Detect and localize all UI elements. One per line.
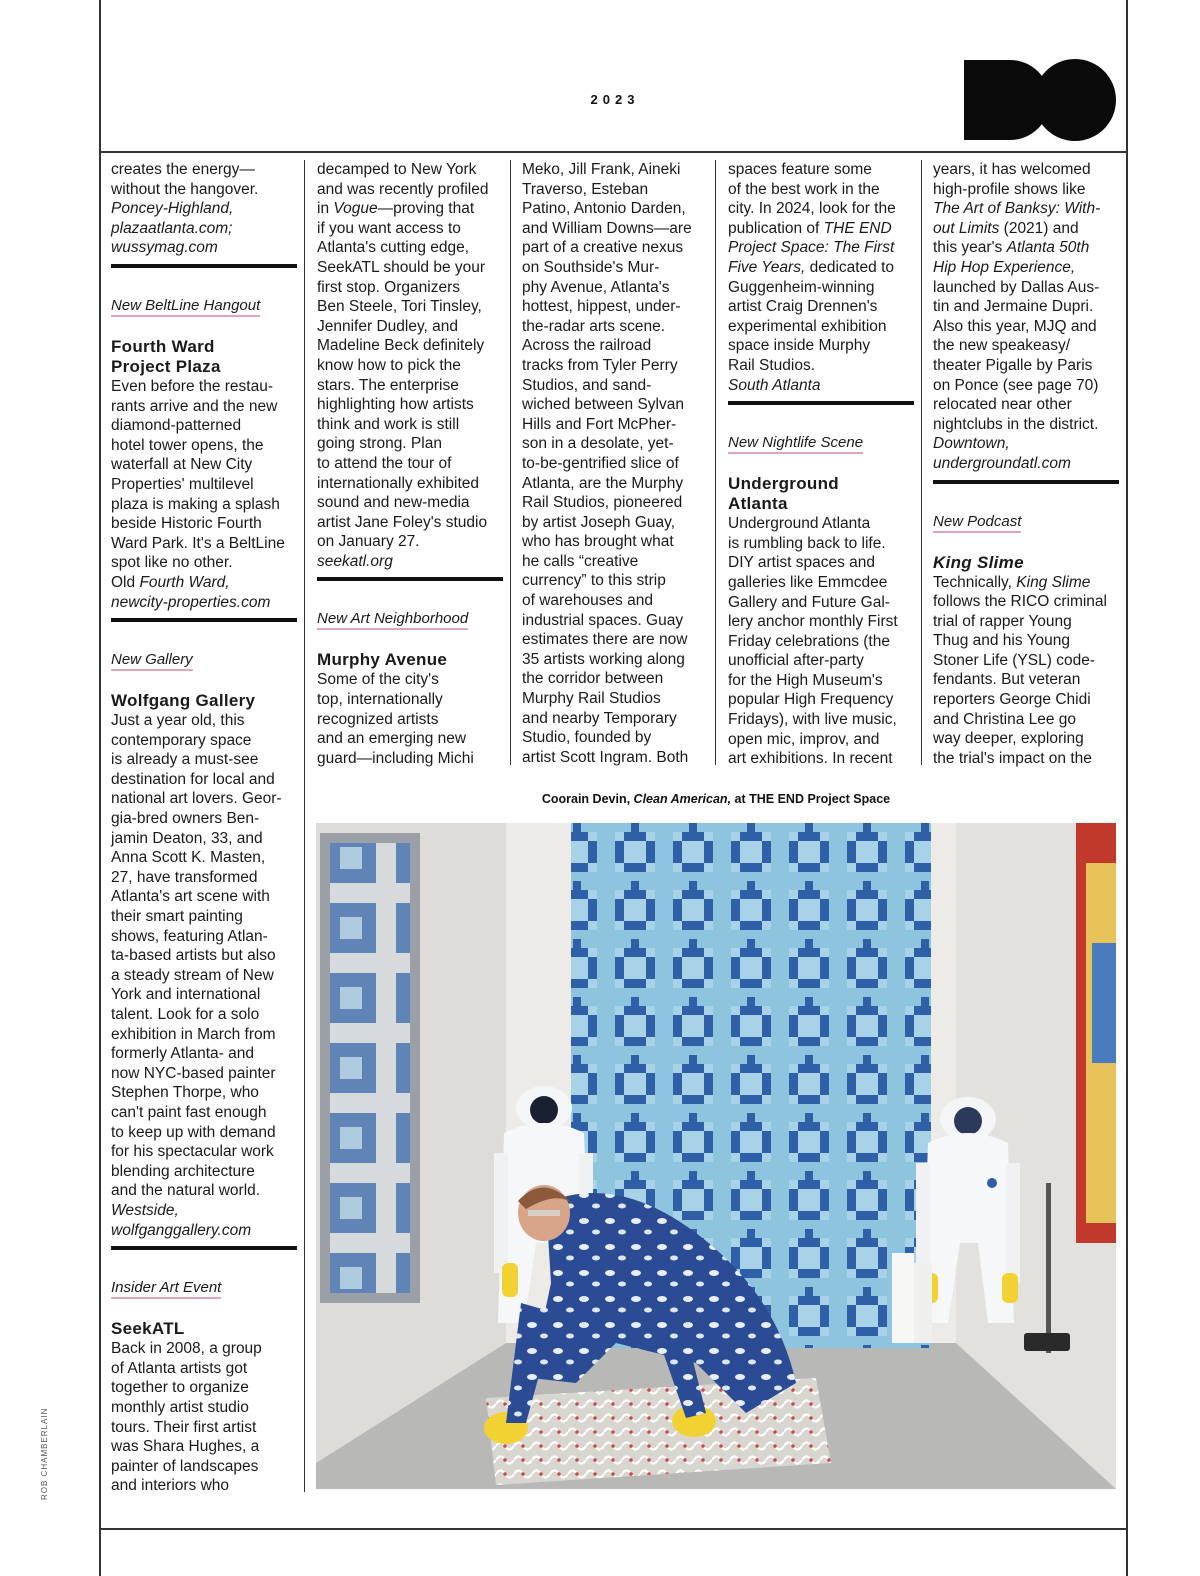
text-line: destination for local and xyxy=(111,770,275,788)
website-link[interactable]: plazaatlanta.com; xyxy=(111,219,233,237)
text-line: trial of rapper Young xyxy=(933,612,1072,630)
text-line: shows, featuring Atlan- xyxy=(111,927,268,945)
text-line: on January 27. xyxy=(317,533,420,551)
photo-caption xyxy=(316,792,1116,806)
text-line: if you want access to xyxy=(317,219,461,237)
text-line: Ward Park. It's a BeltLine xyxy=(111,534,285,552)
text-line: of warehouses and xyxy=(522,592,653,610)
text-line: relocated near other xyxy=(933,396,1072,414)
text-line: is already a must-see xyxy=(111,751,259,769)
text-line: Hills and Fort McPher- xyxy=(522,415,677,433)
text-line: going strong. Plan xyxy=(317,435,442,453)
show-name: out Limits xyxy=(933,219,1000,237)
text-line: tin and Jermaine Dupri. xyxy=(933,298,1094,316)
text-line: Underground Atlanta xyxy=(728,515,871,533)
text-fragment: dedicated to xyxy=(809,258,895,276)
text-line: launched by Dallas Aus- xyxy=(933,278,1100,296)
text-fragment: (2021) and xyxy=(1003,219,1079,237)
text-line: and was recently profiled xyxy=(317,180,489,198)
section-kicker: New Art Neighborhood xyxy=(317,610,468,630)
text-line: without the hangover. xyxy=(111,180,259,198)
column-separator xyxy=(715,160,716,765)
text-line: SeekATL should be your xyxy=(317,258,486,276)
text-line: waterfall at New City xyxy=(111,456,253,474)
text-line: Jennifer Dudley, and xyxy=(317,317,459,335)
text-line: highlighting how artists xyxy=(317,396,474,414)
text-line: Anna Scott K. Masten, xyxy=(111,849,266,867)
section-kicker: New Nightlife Scene xyxy=(728,434,863,454)
show-name: Hip Hop Experience, xyxy=(933,258,1076,276)
section-logo-do xyxy=(962,58,1118,142)
caption-venue: at THE END Project Space xyxy=(734,792,891,806)
text-line: galleries like Emmcdee xyxy=(728,573,888,591)
text-fragment: in xyxy=(317,200,330,218)
text-line: sound and new-media xyxy=(317,494,470,512)
text-line: painter of landscapes xyxy=(111,1457,259,1475)
text-line: rants arrive and the new xyxy=(111,397,278,415)
text-line: their smart painting xyxy=(111,908,243,926)
text-line: and an emerging new xyxy=(317,730,467,748)
text-line: think and work is still xyxy=(317,415,460,433)
text-line: Fridays), with live music, xyxy=(728,711,897,729)
issue-year: 2023 xyxy=(590,92,640,107)
text-line: can't paint fast enough xyxy=(111,1103,267,1121)
text-line: on Ponce (see page 70) xyxy=(933,376,1099,394)
text-line: open mic, improv, and xyxy=(728,730,880,748)
text-line: industrial spaces. Guay xyxy=(522,611,684,629)
text-line: top, internationally xyxy=(317,691,443,709)
section-divider xyxy=(111,618,297,622)
text-line: Across the railroad xyxy=(522,337,652,355)
text-line: years, it has welcomed xyxy=(933,161,1091,178)
section-title: Project Plaza xyxy=(111,356,221,376)
publication-name: Vogue xyxy=(333,200,378,218)
text-line: Atlanta, are the Murphy xyxy=(522,474,684,492)
text-line: high-profile shows like xyxy=(933,180,1086,198)
caption-work-title: Clean American, xyxy=(633,792,732,806)
text-line: Rail Studios. xyxy=(728,356,816,374)
text-line: to-be-gentrified slice of xyxy=(522,454,679,472)
text-line: lery anchor monthly First xyxy=(728,613,898,631)
page-frame-right xyxy=(1126,0,1128,1576)
section-kicker: New Podcast xyxy=(933,513,1021,533)
text-line: plaza is making a splash xyxy=(111,495,280,513)
text-line: beside Historic Fourth xyxy=(111,515,262,533)
text-line: diamond-patterned xyxy=(111,417,242,435)
section-divider xyxy=(111,264,297,268)
text-line: way deeper, exploring xyxy=(933,730,1084,748)
text-line: to attend the tour of xyxy=(317,454,452,472)
broom xyxy=(1046,1183,1051,1353)
article-column-2 xyxy=(317,160,503,768)
text-line: now NYC-based painter xyxy=(111,1064,276,1082)
text-line: fendants. But veteran xyxy=(933,671,1081,689)
article-column-3 xyxy=(522,160,708,767)
text-line: part of a creative nexus xyxy=(522,239,684,257)
text-line: hotel tower opens, the xyxy=(111,436,264,454)
section-title: Wolfgang Gallery xyxy=(111,691,256,711)
text-line: spot like no other. xyxy=(111,554,233,572)
section-divider xyxy=(728,401,914,405)
location-text: Downtown, xyxy=(933,435,1010,453)
text-line: is rumbling back to life. xyxy=(728,534,886,552)
text-line: he calls “creative xyxy=(522,552,639,570)
text-line: tours. Their first artist xyxy=(111,1418,257,1436)
text-line: a steady stream of New xyxy=(111,966,274,984)
text-line: Ben Steele, Tori Tinsley, xyxy=(317,298,482,316)
text-line: Just a year old, this xyxy=(111,712,245,730)
text-line: Some of the city's xyxy=(317,671,439,689)
text-line: follows the RICO criminal xyxy=(933,593,1107,611)
show-name: The Art of Banksy: With- xyxy=(933,200,1101,218)
article-column-5 xyxy=(933,160,1119,768)
location-text: Fourth Ward, xyxy=(139,573,230,591)
footer-rule xyxy=(99,1528,1128,1530)
paper-towel-roll xyxy=(892,1253,914,1343)
text-line: Studio, founded by xyxy=(522,729,652,747)
header-rule xyxy=(99,151,1128,153)
text-line: space inside Murphy xyxy=(728,337,871,355)
section-title: Murphy Avenue xyxy=(317,650,448,670)
column-separator xyxy=(510,160,511,765)
publication-name: Five Years, xyxy=(728,258,806,276)
text-line: on Southside's Mur- xyxy=(522,258,660,276)
text-line: Friday celebrations (the xyxy=(728,632,890,650)
text-line: Atlanta's cutting edge, xyxy=(317,239,470,257)
text-line: formerly Atlanta- and xyxy=(111,1045,255,1063)
text-line: Studios, and sand- xyxy=(522,376,652,394)
text-line: was Shara Hughes, a xyxy=(111,1438,260,1456)
text-line: 35 artists working along xyxy=(522,650,685,668)
text-line: by artist Joseph Guay, xyxy=(522,513,676,531)
text-fragment: this year's xyxy=(933,239,1003,257)
text-line: Patino, Antonio Darden, xyxy=(522,200,686,218)
section-kicker: Insider Art Event xyxy=(111,1279,221,1299)
text-fragment: —proving that xyxy=(377,200,475,218)
text-line: Properties' multilevel xyxy=(111,475,254,493)
text-line: spaces feature some xyxy=(728,161,872,178)
caption-artist: Coorain Devin, xyxy=(541,792,631,806)
text-line: the new speakeasy/ xyxy=(933,337,1071,355)
text-line: York and international xyxy=(111,986,261,1004)
text-line: creates the energy— xyxy=(111,161,255,178)
text-line: decamped to New York xyxy=(317,161,477,178)
text-line: artist Scott Ingram. Both xyxy=(522,748,689,766)
article-column-4 xyxy=(728,160,914,769)
text-line: Meko, Jill Frank, Aineki xyxy=(522,161,681,178)
text-line: Thug and his Young xyxy=(933,632,1071,650)
website-link[interactable]: seekatl.org xyxy=(317,552,393,570)
text-line: Back in 2008, a group xyxy=(111,1340,262,1358)
text-line: and the natural world. xyxy=(111,1182,261,1200)
text-line: 27, have transformed xyxy=(111,868,258,886)
text-line: art exhibitions. In recent xyxy=(728,750,893,768)
text-line: and nearby Temporary xyxy=(522,709,677,727)
text-line: and William Downs—are xyxy=(522,219,692,237)
text-line: Traverso, Esteban xyxy=(522,180,649,198)
text-line: Gallery and Future Gal- xyxy=(728,593,890,611)
text-line: blending architecture xyxy=(111,1162,255,1180)
text-line: artist Jane Foley's studio xyxy=(317,513,488,531)
photo-credit: ROB CHAMBERLAIN xyxy=(40,1407,49,1500)
text-line: Atlanta's art scene with xyxy=(111,888,270,906)
text-line: first stop. Organizers xyxy=(317,278,460,296)
text-line: Murphy Rail Studios xyxy=(522,690,661,708)
text-line: the trial's impact on the xyxy=(933,749,1092,767)
website-link[interactable]: undergroundatl.com xyxy=(933,454,1071,472)
text-line: nightclubs in the district. xyxy=(933,415,1099,433)
text-line: ta-based artists but also xyxy=(111,947,276,965)
section-title: Underground xyxy=(728,474,839,494)
text-line: to keep up with demand xyxy=(111,1123,276,1141)
section-title: SeekATL xyxy=(111,1319,185,1339)
text-line: contemporary space xyxy=(111,731,252,749)
text-line: son in a desolate, yet- xyxy=(522,435,674,453)
publication-name: Project Space: The First xyxy=(728,239,895,257)
text-line: the-radar arts scene. xyxy=(522,317,666,335)
text-line: for the High Museum's xyxy=(728,671,883,689)
section-divider xyxy=(933,480,1119,484)
section-kicker: New Gallery xyxy=(111,651,193,671)
section-title: Atlanta xyxy=(728,494,788,514)
text-line: experimental exhibition xyxy=(728,317,887,335)
location-text: Westside, xyxy=(111,1201,179,1219)
text-fragment: Technically, xyxy=(933,573,1012,591)
text-line: jamin Deaton, 33, and xyxy=(111,829,263,847)
text-line: phy Avenue, Atlanta's xyxy=(522,278,670,296)
column-separator xyxy=(304,160,305,1492)
text-line: who has brought what xyxy=(522,533,674,551)
text-line: know how to pick the xyxy=(317,356,461,374)
text-line: together to organize xyxy=(111,1379,249,1397)
section-title: King Slime xyxy=(933,552,1024,572)
text-line: tracks from Tyler Perry xyxy=(522,356,678,374)
text-line: theater Pigalle by Paris xyxy=(933,356,1093,374)
text-line: Stephen Thorpe, who xyxy=(111,1084,259,1102)
text-line: Rail Studios, pioneered xyxy=(522,494,683,512)
text-line: for his spectacular work xyxy=(111,1143,274,1161)
text-line: Madeline Beck definitely xyxy=(317,337,485,355)
gallery-performance-photo xyxy=(316,823,1116,1489)
text-line: Even before the restau- xyxy=(111,377,273,395)
text-line: talent. Look for a solo xyxy=(111,1006,260,1023)
section-kicker: New BeltLine Hangout xyxy=(111,297,260,317)
text-line: hottest, hippest, under- xyxy=(522,298,681,316)
text-line: popular High Frequency xyxy=(728,691,894,709)
text-line: estimates there are now xyxy=(522,631,688,649)
website-link[interactable]: newcity-properties.com xyxy=(111,593,271,611)
section-divider xyxy=(317,577,503,581)
text-line: Also this year, MJQ and xyxy=(933,317,1097,335)
text-line: the corridor between xyxy=(522,670,664,688)
text-line: artist Craig Drennen's xyxy=(728,298,878,316)
article-column-1 xyxy=(111,160,297,1496)
location-text: Poncey-Highland, xyxy=(111,200,234,218)
text-line: of Atlanta artists got xyxy=(111,1359,248,1377)
location-text: South Atlanta xyxy=(728,376,821,394)
text-line: monthly artist studio xyxy=(111,1398,249,1416)
text-line: recognized artists xyxy=(317,710,439,728)
text-line: exhibition in March from xyxy=(111,1025,276,1043)
website-link[interactable]: wolfganggallery.com xyxy=(111,1221,252,1239)
column-separator xyxy=(921,160,922,765)
text-line: wiched between Sylvan xyxy=(522,396,684,414)
page-frame-left xyxy=(99,0,101,1576)
text-line: city. In 2024, look for the xyxy=(728,200,896,218)
publication-name: THE END xyxy=(823,219,892,237)
text-line: reporters George Chidi xyxy=(933,691,1091,709)
text-line: of the best work in the xyxy=(728,180,880,198)
text-line: and interiors who xyxy=(111,1477,230,1495)
text-line: Stoner Life (YSL) code- xyxy=(933,651,1095,669)
podcast-name: King Slime xyxy=(1016,573,1091,591)
section-title: Fourth Ward xyxy=(111,336,215,356)
text-line: national art lovers. Geor- xyxy=(111,790,282,808)
text-fragment: publication of xyxy=(728,219,820,237)
website-link[interactable]: wussymag.com xyxy=(111,239,218,257)
text-line: Guggenheim-winning xyxy=(728,278,875,296)
text-line: unofficial after-party xyxy=(728,652,864,670)
text-line: and Christina Lee go xyxy=(933,710,1077,728)
location-text: Old xyxy=(111,573,136,591)
text-line: currency” to this strip xyxy=(522,572,666,590)
text-line: internationally exhibited xyxy=(317,474,479,492)
show-name: Atlanta 50th xyxy=(1006,239,1090,257)
text-line: guard—including Michi xyxy=(317,749,474,767)
section-divider xyxy=(111,1246,297,1250)
text-line: DIY artist spaces and xyxy=(728,554,876,572)
text-line: gia-bred owners Ben- xyxy=(111,810,260,828)
text-line: stars. The enterprise xyxy=(317,376,459,394)
